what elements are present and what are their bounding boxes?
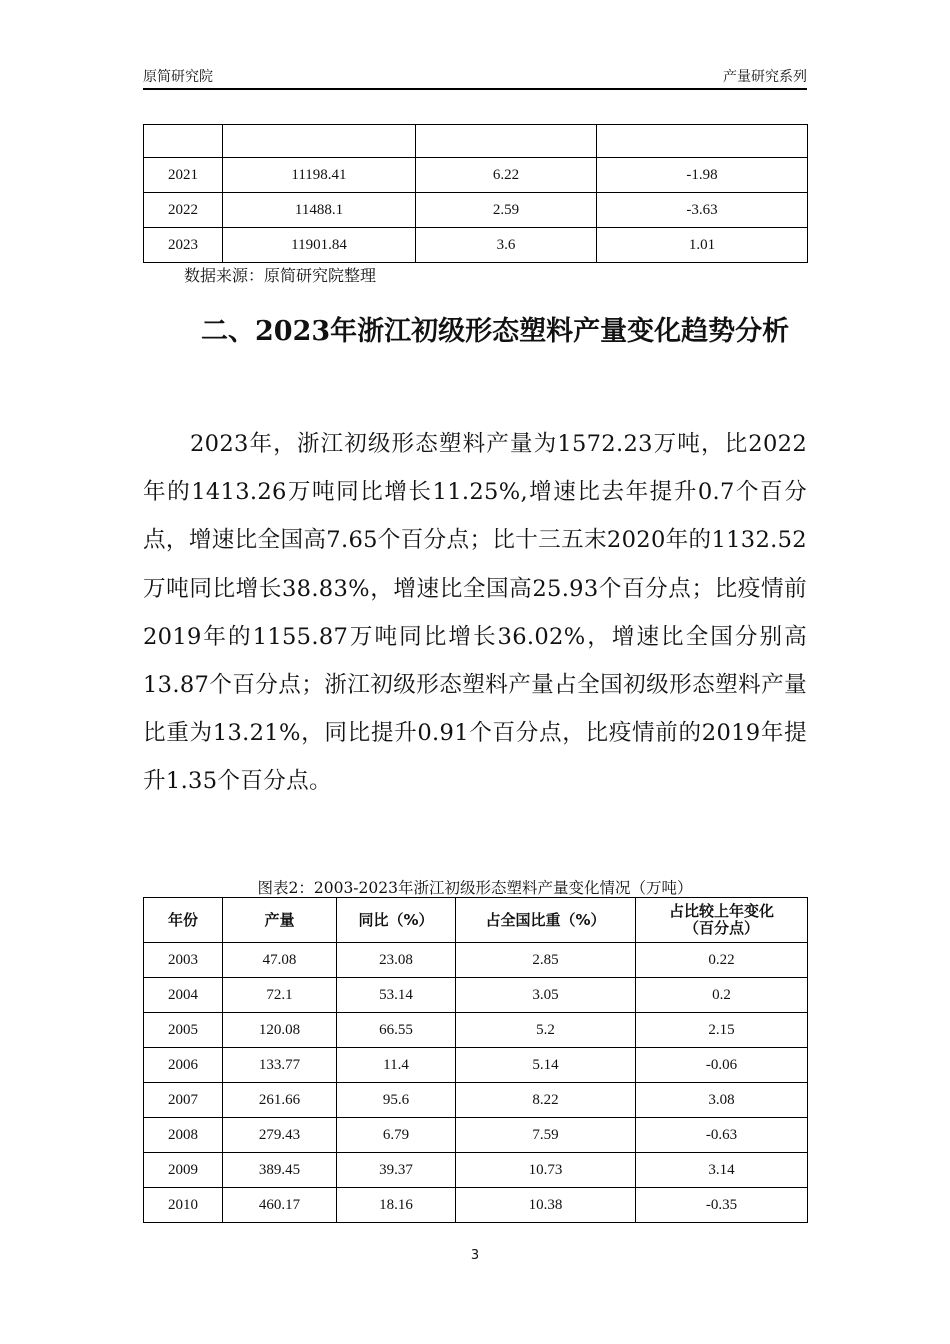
table-cell: 2021 (144, 158, 223, 193)
table-cell: 3.6 (416, 228, 597, 263)
table-row (144, 1153, 808, 1188)
table-cell: 53.14 (337, 978, 456, 1013)
table-cell: 66.55 (337, 1013, 456, 1048)
table-cell (223, 125, 416, 158)
page-number: 3 (470, 1248, 480, 1263)
table-cell: 8.22 (456, 1083, 636, 1118)
table-cell: 0.22 (636, 943, 808, 978)
table-row (144, 158, 808, 193)
table-header-row (144, 898, 808, 943)
table-cell: 2003 (144, 943, 223, 978)
table-cell: -3.63 (597, 193, 808, 228)
table-cell: -0.35 (636, 1188, 808, 1223)
column-header: 占全国比重（%） (456, 898, 636, 943)
table-cell: 3.08 (636, 1083, 808, 1118)
table-cell: 6.22 (416, 158, 597, 193)
column-header: 年份 (144, 898, 223, 943)
table-cell: 18.16 (337, 1188, 456, 1223)
column-header: 同比（%） (337, 898, 456, 943)
table-cell: 1.01 (597, 228, 808, 263)
table-cell: 0.2 (636, 978, 808, 1013)
table-row (144, 978, 808, 1013)
header-series-name: 产量研究系列 (723, 69, 807, 85)
table-cell: 7.59 (456, 1118, 636, 1153)
table-cell: 460.17 (223, 1188, 337, 1223)
production-table (143, 897, 808, 1223)
table-cell: 5.2 (456, 1013, 636, 1048)
table-cell: 2008 (144, 1118, 223, 1153)
table-caption: 图表2：2003-2023年浙江初级形态塑料产量变化情况（万吨） (257, 879, 693, 897)
table-cell: 133.77 (223, 1048, 337, 1083)
table-cell: 2009 (144, 1153, 223, 1188)
column-header: 产量 (223, 898, 337, 943)
data-source-note: 数据来源：原简研究院整理 (184, 266, 377, 285)
table-cell: 279.43 (223, 1118, 337, 1153)
table-row (144, 193, 808, 228)
table-row (144, 1083, 808, 1118)
table-row (144, 1048, 808, 1083)
table-cell (416, 125, 597, 158)
page-header (143, 62, 807, 90)
table-row (144, 943, 808, 978)
column-header: 占比较上年变化（百分点） (636, 898, 808, 943)
table-cell: 95.6 (337, 1083, 456, 1118)
table-cell: 3.14 (636, 1153, 808, 1188)
table-cell: 120.08 (223, 1013, 337, 1048)
table-cell: 10.38 (456, 1188, 636, 1223)
table-cell: 47.08 (223, 943, 337, 978)
table-cell: -0.06 (636, 1048, 808, 1083)
table-cell: 11.4 (337, 1048, 456, 1083)
table-row (144, 1118, 808, 1153)
table-cell: -0.63 (636, 1118, 808, 1153)
table-cell: 2006 (144, 1048, 223, 1083)
table-cell: 2.15 (636, 1013, 808, 1048)
table-row (144, 1188, 808, 1223)
table-cell: 2.85 (456, 943, 636, 978)
table-cell: 11198.41 (223, 158, 416, 193)
table-cell: 5.14 (456, 1048, 636, 1083)
table-row (144, 125, 808, 158)
header-org-name: 原简研究院 (143, 69, 213, 85)
table-cell: -1.98 (597, 158, 808, 193)
section-heading: 二、2023年浙江初级形态塑料产量变化趋势分析 (201, 316, 790, 347)
table-cell: 2022 (144, 193, 223, 228)
continued-data-table (143, 124, 808, 263)
table-cell: 39.37 (337, 1153, 456, 1188)
table-cell (597, 125, 808, 158)
table-cell: 2004 (144, 978, 223, 1013)
table-cell: 2023 (144, 228, 223, 263)
table-row (144, 1013, 808, 1048)
table-cell: 2007 (144, 1083, 223, 1118)
table-cell: 389.45 (223, 1153, 337, 1188)
table-cell: 23.08 (337, 943, 456, 978)
table-cell: 261.66 (223, 1083, 337, 1118)
table-cell (144, 125, 223, 158)
table-cell: 11901.84 (223, 228, 416, 263)
table-cell: 72.1 (223, 978, 337, 1013)
table-cell: 3.05 (456, 978, 636, 1013)
table-cell: 2.59 (416, 193, 597, 228)
table-cell: 2005 (144, 1013, 223, 1048)
table-row (144, 228, 808, 263)
body-paragraph: 2023年，浙江初级形态塑料产量为1572.23万吨，比2022年的1413.26万吨同比增长11.25%,增速比去年提升0.7个百分点，增速比全国高7.65个百分点；比十三五末2020年的1132.52万吨同比增长38.83%，增速比全国高25.93个百分点；比疫情前2019年的1155.87万吨同比增长36.02%，增速比全国分别高13.87个百分点；浙江初级形态塑料产量占全国初级形态塑料产量比重为13.21%，同比提升0.91个百分点，比疫情前的2019年提升1.35个百分点。 (143, 431, 807, 795)
table-cell: 10.73 (456, 1153, 636, 1188)
table-cell: 2010 (144, 1188, 223, 1223)
table-cell: 6.79 (337, 1118, 456, 1153)
table-cell: 11488.1 (223, 193, 416, 228)
